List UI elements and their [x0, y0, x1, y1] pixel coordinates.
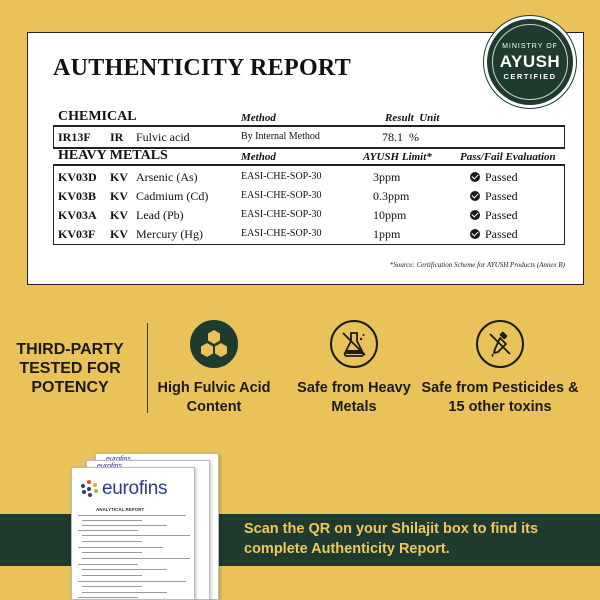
chemical-section-title: CHEMICAL — [58, 109, 137, 124]
chemical-code: IR13F — [58, 130, 91, 144]
eurofins-logo-icon — [80, 480, 98, 498]
status-text: Passed — [485, 170, 518, 184]
chemical-method: By Internal Method — [241, 131, 320, 142]
metal-limit: 10ppm — [373, 208, 407, 222]
metal-method: EASI-CHE-SOP-30 — [241, 171, 322, 182]
cta-text: Scan the QR on your Shilajit box to find its complete Authenticity Report. — [244, 521, 539, 557]
feature-label: Safe from Pesticides & 15 other toxins — [421, 380, 579, 415]
metal-status — [470, 227, 518, 242]
chemical-name: Fulvic acid — [136, 130, 190, 144]
metal-limit: 0.3ppm — [373, 189, 410, 203]
document-text-line — [78, 581, 186, 582]
document-text-line — [78, 547, 163, 548]
feature-fulvic — [134, 320, 294, 417]
metal-name: Cadmium (Cd) — [136, 189, 209, 203]
ayush-certified-badge — [484, 16, 576, 108]
chemical-type: IR — [110, 130, 124, 144]
badge-line2: AYUSH — [499, 52, 561, 71]
result-header: Result Unit — [385, 112, 440, 124]
flask-crossed-icon — [330, 320, 378, 368]
report-footnote: *Source: Certification Scheme for AYUSH Products (Annex B) — [389, 261, 565, 269]
document-text-line — [78, 530, 138, 531]
ayush-limit-header: AYUSH Limit* — [363, 151, 432, 163]
metal-code: KV03D — [58, 170, 97, 184]
hexagon-cluster-icon — [190, 320, 238, 368]
document-text-line — [82, 575, 142, 576]
metal-method: EASI-CHE-SOP-30 — [241, 190, 322, 201]
check-circle-icon — [470, 172, 480, 182]
feature-label: Safe from Heavy Metals — [297, 380, 411, 415]
metal-type: KV — [110, 170, 128, 184]
report-title: AUTHENTICITY REPORT — [53, 55, 352, 81]
badge-line1: MINISTRY OF — [502, 43, 558, 50]
metal-limit: 3ppm — [373, 170, 401, 184]
document-text-line — [78, 515, 186, 516]
feature-pesticides — [420, 320, 580, 417]
metal-status — [470, 189, 518, 204]
feature-label: High Fulvic Acid Content — [157, 380, 271, 415]
document-text-line — [78, 597, 138, 598]
document-text-line — [82, 525, 167, 526]
metal-name: Mercury (Hg) — [136, 227, 203, 241]
feature-heavy-metals — [274, 320, 434, 417]
metal-name: Arsenic (As) — [136, 170, 198, 184]
chemical-result: 78.1 % — [382, 130, 419, 144]
evaluation-header: Pass/Fail Evaluation — [460, 151, 556, 163]
status-text: Passed — [485, 208, 518, 222]
metal-limit: 1ppm — [373, 227, 401, 241]
metal-method: EASI-CHE-SOP-30 — [241, 228, 322, 239]
metal-type: KV — [110, 189, 128, 203]
third-party-tested-label: THIRD-PARTY TESTED FOR POTENCY — [16, 341, 124, 396]
document-text-line — [82, 586, 142, 587]
metal-method: EASI-CHE-SOP-30 — [241, 209, 322, 220]
eurofins-logo: eurofins — [102, 478, 168, 499]
document-text-line — [78, 564, 138, 565]
metal-status — [470, 170, 518, 185]
rule — [53, 125, 565, 127]
metal-code: KV03B — [58, 189, 97, 203]
metal-code: KV03F — [58, 227, 96, 241]
document-text-line — [82, 592, 167, 593]
document-text-line — [82, 520, 142, 521]
document-text-line — [82, 558, 190, 559]
document-text-line — [82, 541, 142, 542]
document-heading: ANALYTICAL REPORT — [96, 507, 145, 512]
check-circle-icon — [470, 191, 480, 201]
report-document-front — [71, 467, 195, 600]
badge-line3: CERTIFIED — [503, 72, 557, 81]
metals-method-header: Method — [241, 151, 276, 163]
heavy-metals-section-title: HEAVY METALS — [58, 148, 168, 163]
check-circle-icon — [470, 229, 480, 239]
check-circle-icon — [470, 210, 480, 220]
metal-code: KV03A — [58, 208, 97, 222]
metal-name: Lead (Pb) — [136, 208, 184, 222]
document-text-line — [82, 569, 167, 570]
dropper-crossed-icon — [476, 320, 524, 368]
metal-type: KV — [110, 227, 128, 241]
status-text: Passed — [485, 227, 518, 241]
chemical-method-header: Method — [241, 112, 276, 124]
metal-status — [470, 208, 518, 223]
document-text-line — [82, 535, 190, 536]
document-text-line — [82, 552, 142, 553]
status-text: Passed — [485, 189, 518, 203]
metal-type: KV — [110, 208, 128, 222]
